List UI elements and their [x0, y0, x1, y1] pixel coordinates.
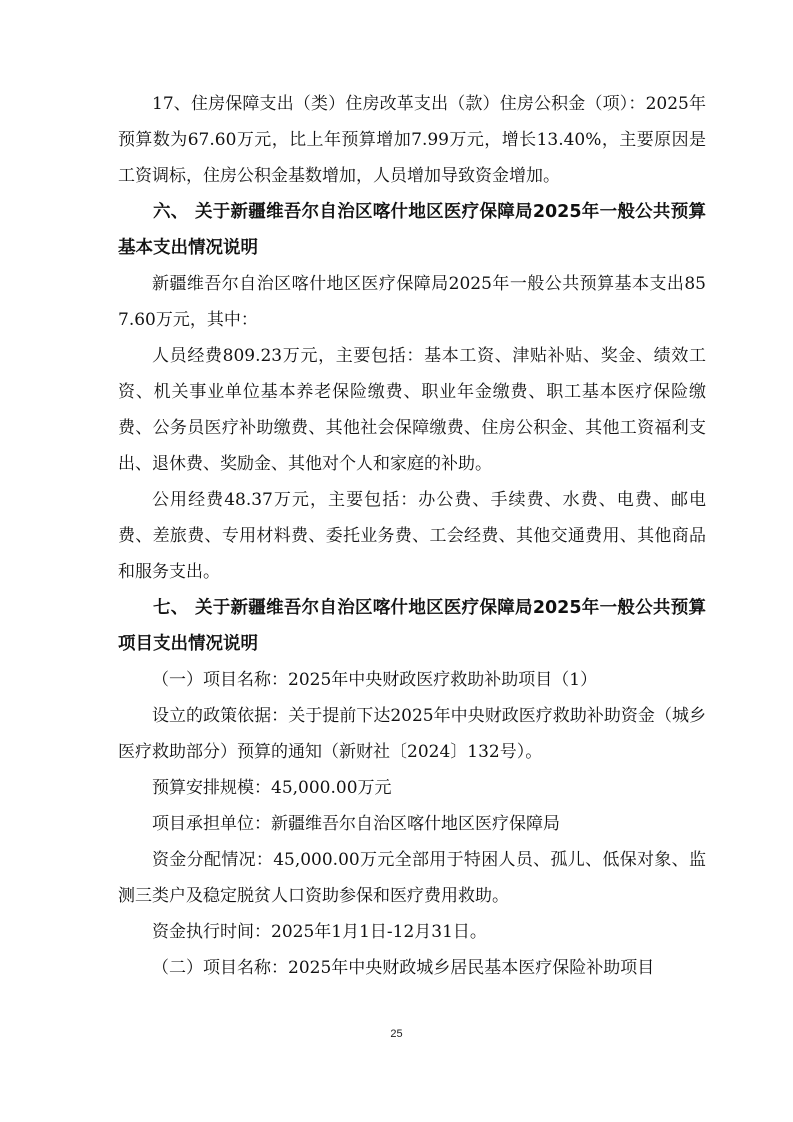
section-heading-7: 七、 关于新疆维吾尔自治区喀什地区医疗保障局2025年一般公共预算项目支出情况说明	[118, 598, 706, 654]
paragraph-execution-time: 资金执行时间：2025年1月1日-12月31日。	[152, 922, 487, 942]
document-body	[118, 86, 706, 986]
paragraph-basic-expenditure-total: 新疆维吾尔自治区喀什地区医疗保障局2025年一般公共预算基本支出857.60万元，其中：	[118, 274, 706, 330]
paragraph-budget-scale: 预算安排规模：45,000.00万元	[152, 778, 392, 798]
page-number: 25	[390, 1028, 403, 1040]
paragraph-personnel-expenses: 人员经费809.23万元，主要包括：基本工资、津贴补贴、奖金、绩效工资、机关事业单位基本养老保险缴费、职业年金缴费、职工基本医疗保险缴费、公务员医疗补助缴费、其他社会保障缴费、住房公积金、其他工资福利支出、退休费、奖励金、其他对个人和家庭的补助。	[118, 346, 706, 474]
paragraph-project-2-name: （二）项目名称：2025年中央财政城乡居民基本医疗保险补助项目	[152, 958, 655, 978]
paragraph-public-expenses: 公用经费48.37万元，主要包括：办公费、手续费、水费、电费、邮电费、差旅费、专用材料费、委托业务费、工会经费、其他交通费用、其他商品和服务支出。	[118, 490, 706, 582]
paragraph-housing-fund: 17、住房保障支出（类）住房改革支出（款）住房公积金（项）：2025年预算数为67.60万元，比上年预算增加7.99万元，增长13.40%，主要原因是工资调标，住房公积金基数增加，人员增加导致资金增加。	[118, 94, 706, 186]
paragraph-undertaking-unit: 项目承担单位：新疆维吾尔自治区喀什地区医疗保障局	[152, 814, 560, 834]
paragraph-policy-basis: 设立的政策依据：关于提前下达2025年中央财政医疗救助补助资金（城乡医疗救助部分）预算的通知（新财社〔2024〕132号）。	[118, 706, 706, 762]
section-heading-6: 六、 关于新疆维吾尔自治区喀什地区医疗保障局2025年一般公共预算基本支出情况说明	[118, 202, 706, 258]
paragraph-project-1-name: （一）项目名称：2025年中央财政医疗救助补助项目（1）	[152, 670, 598, 690]
paragraph-fund-allocation: 资金分配情况：45,000.00万元全部用于特困人员、孤儿、低保对象、监测三类户及稳定脱贫人口资助参保和医疗费用救助。	[118, 850, 706, 906]
